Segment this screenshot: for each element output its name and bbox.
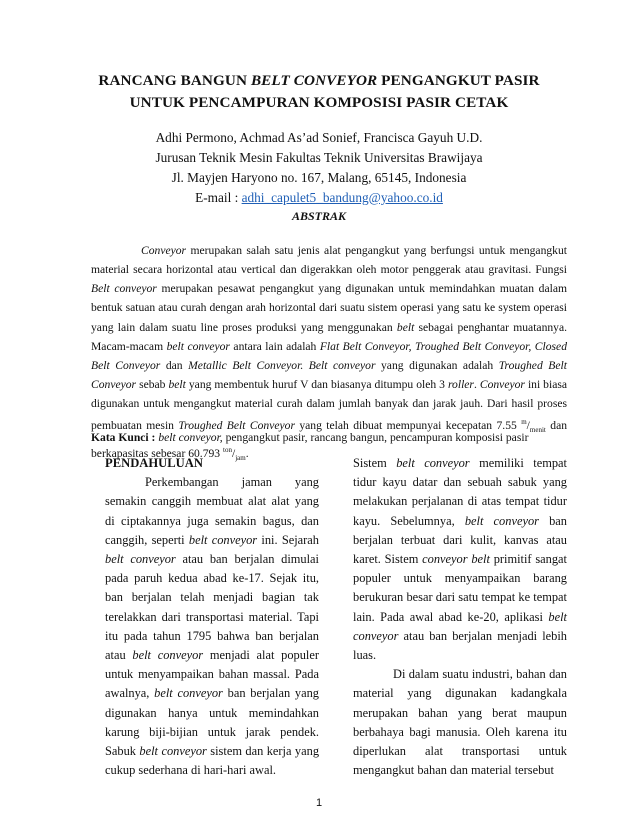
author-block (0, 128, 638, 208)
right-column (353, 454, 567, 780)
title-line-2: UNTUK PENCAMPURAN KOMPOSISI PASIR CETAK (129, 94, 509, 111)
history-paragraph: Sistem belt conveyor memiliki tempat tidur kayu datar dan sebuah sabuk yang melakukan perjalanan di atas tempat tidur kayu. Sebelumnya, belt conveyor ban berjalan terbuat dari kulit, kanvas atau karet. Sistem conveyor belt primitif sangat populer untuk menyampaikan barang berukuran besar dari satu tempat ke tempat lain. Pada awal abad ke-20, aplikasi belt conveyor atau ban berjalan menjadi lebih luas. (353, 456, 567, 663)
email-line: E-mail : adhi_capulet5_bandung@yahoo.co.id (195, 190, 443, 205)
author-names: Adhi Permono, Achmad As’ad Sonief, Francisca Gayuh U.D. (155, 130, 483, 145)
paper-title (0, 70, 638, 114)
left-column (105, 454, 319, 780)
affiliation: Jurusan Teknik Mesin Fakultas Teknik Universitas Brawijaya (155, 150, 483, 165)
abstract-heading: ABSTRAK (291, 209, 347, 223)
intro-paragraph: Perkembangan jaman yang semakin canggih membuat alat alat yang di ciptakannya juga semakin bagus, dan canggih, seperti belt conveyor ini. Sejarah belt conveyor atau ban berjalan dimulai pada paruh kedua abad ke-17. Sejak itu, ban berjalan telah menjadi bagian tak terelakkan dari transportasi material. Tapi itu pada tahun 1795 bahwa ban berjalan atau belt conveyor menjadi alat populer untuk menyampaikan bahan massal. Pada awalnya, belt conveyor ban berjalan yang digunakan hanya untuk memindahkan karung biji-bijian untuk jarak pendek. Sabuk belt conveyor sistem dan kerja yang cukup sederhana di hari-hari awal. (105, 475, 320, 778)
abstract-body: Conveyor merupakan salah satu jenis alat pengangkut yang berfungsi untuk mengangkut material secara horizontal atau vertical dan digerakkan oleh motor penggerak atau gravitasi. Fungsi Belt conveyor merupakan pesawat pengangkut yang digunakan untuk memindahkan muatan dalam bentuk satuan atau curah dengan arah horizontal dari suatu sistem operasi yang satu ke system operasi yang lain dalam suatu line proses produksi yang menggunakan belt sebagai penghantar muatannya. Macam-macam belt conveyor antara lain adalah Flat Belt Conveyor, Troughed Belt Conveyor, Closed Belt Conveyor dan Metallic Belt Conveyor. Belt conveyor yang digunakan adalah Troughed Belt Conveyor sebab belt yang membentuk huruf V dan biasanya ditumpu oleh 3 roller. Conveyor ini biasa digunakan untuk mengangkut material curah dalam jumlah banyak dan jarak jauh. Dari hasil proses pembuatan mesin Troughed Belt Conveyor yang telah dibuat mempunyai kecepatan 7.55 $^m/_{menit}$ dan berkapasitas sebesar 60.793 $^{ton}/_{jam}$. (91, 244, 568, 462)
address: Jl. Mayjen Haryono no. 167, Malang, 65145, Indonesia (171, 170, 467, 185)
section-heading-pendahuluan: PENDAHULUAN (105, 456, 203, 470)
industry-paragraph: Di dalam suatu industri, bahan dan material yang digunakan kadangkala merupakan bahan yang berat maupun berbahaya bagi manusia. Oleh karena itu diperlukan alat transportasi untuk mengangkut bahan dan material tersebut (353, 667, 567, 778)
keywords: Kata Kunci : belt conveyor, pengangkut pasir, rancang bangun, pencampuran komposisi pasir (91, 431, 529, 444)
page-number: 1 (315, 797, 323, 809)
email-link[interactable]: adhi_capulet5_bandung@yahoo.co.id (241, 190, 443, 205)
title-line-1: RANCANG BANGUN BELT CONVEYOR PENGANGKUT PASIR (98, 72, 540, 89)
